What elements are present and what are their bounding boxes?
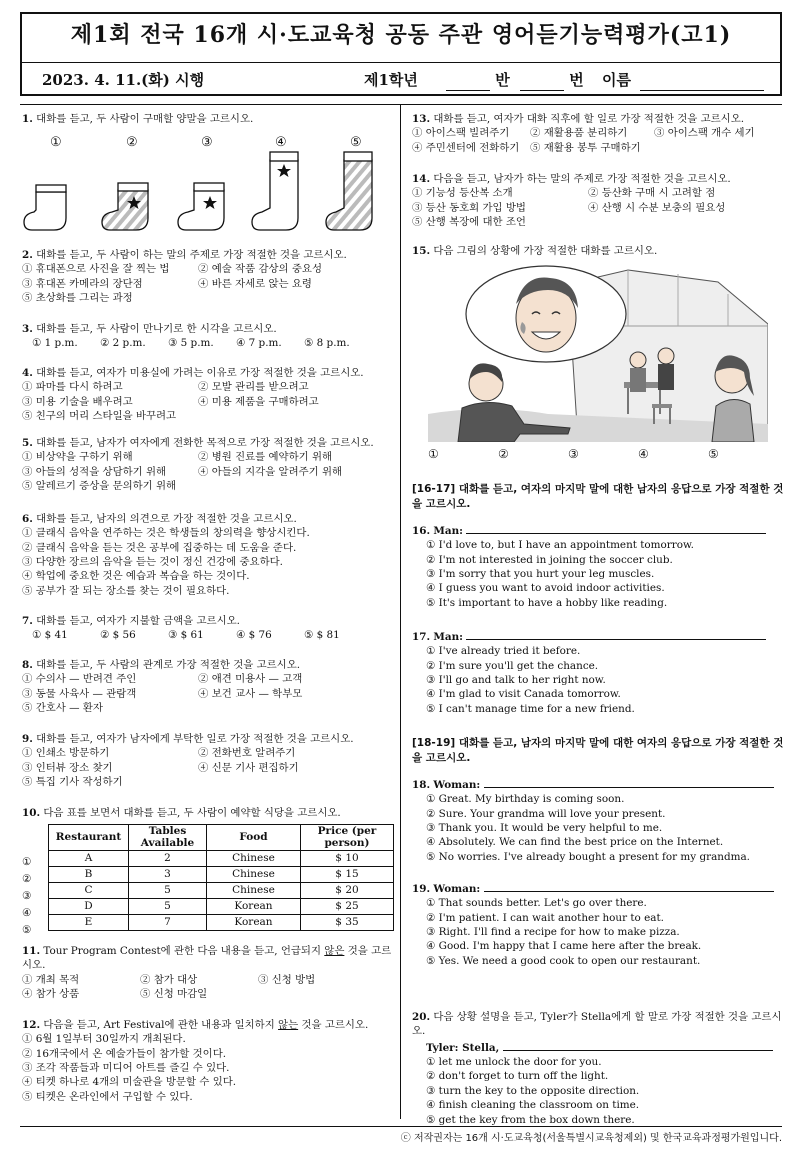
q19-speaker: Woman: <box>433 883 481 895</box>
q1-label-4[interactable]: ④ <box>275 135 287 150</box>
question-7 <box>22 614 340 643</box>
q17-option-2[interactable]: ② I'm sure you'll get the chance. <box>426 659 599 672</box>
q16-option-4[interactable]: ④ I guess you want to avoid indoor activities. <box>426 582 665 595</box>
q12-option-3[interactable]: ③ 조각 작품들과 미디어 아트를 즐길 수 있다. <box>22 1062 230 1075</box>
section-18-19-range: [18-19] <box>412 737 456 749</box>
q3-option-1[interactable]: ① 1 p.m. <box>32 337 78 350</box>
number-label: 번 <box>569 71 584 89</box>
q16-option-3[interactable]: ③ I'm sorry that you hurt your leg muscles. <box>426 568 655 581</box>
q2-option-3[interactable]: ③ 휴대폰 카메라의 장단점 <box>22 277 143 290</box>
q10-option-3[interactable]: ③ <box>22 890 32 902</box>
q14-option-1[interactable]: ① 기능성 등산복 소개 <box>412 187 513 200</box>
exam-title: 제1회 전국 16개 시·도교육청 공동 주관 영어듣기능력평가(고1) <box>70 22 732 48</box>
q17-option-1[interactable]: ① I've already tried it before. <box>426 645 581 658</box>
question-1 <box>22 112 253 126</box>
q5-number: 5. <box>22 437 33 449</box>
q20-option-4[interactable]: ④ finish cleaning the classroom on time. <box>426 1099 640 1112</box>
q15-scene-illustration <box>428 264 768 442</box>
q8-option-1[interactable]: ① 수의사 — 반려견 주인 <box>22 673 137 686</box>
q10-number: 10. <box>22 807 41 819</box>
table-header-row <box>49 825 394 851</box>
q1-label-2[interactable]: ② <box>126 135 138 150</box>
q6-option-5[interactable]: ⑤ 공부가 잘 되는 장소를 찾는 것이 필요하다. <box>22 584 230 597</box>
q2-option-5[interactable]: ⑤ 초상화를 그리는 과정 <box>22 292 133 305</box>
q4-option-4[interactable]: ④ 미용 제품을 구매하려고 <box>198 395 319 408</box>
q9-option-3[interactable]: ③ 인터뷰 장소 찾기 <box>22 761 113 774</box>
col-food: Food <box>207 825 301 851</box>
q12-option-2[interactable]: ② 16개국에서 온 예술가들이 참가할 것이다. <box>22 1047 227 1060</box>
q19-option-5[interactable]: ⑤ Yes. We need a good cook to open our restaurant. <box>426 954 701 967</box>
number-field[interactable] <box>520 70 584 91</box>
question-10 <box>22 806 341 820</box>
q16-option-5[interactable]: ⑤ It's important to have a hobby like reading. <box>426 596 668 609</box>
q3-option-4[interactable]: ④ 7 p.m. <box>236 337 282 350</box>
q2-number: 2. <box>22 249 33 261</box>
q18-number: 18. <box>412 779 431 791</box>
q4-option-1[interactable]: ① 파마를 다시 하려고 <box>22 381 123 394</box>
q19-option-4[interactable]: ④ Good. I'm happy that I came here after the break. <box>426 940 702 953</box>
header-divider <box>22 62 780 63</box>
name-blank[interactable] <box>640 74 764 91</box>
restaurant-table <box>48 824 394 931</box>
q20-speaker: Tyler: Stella, <box>426 1041 500 1054</box>
q20-option-2[interactable]: ② don't forget to turn off the light. <box>426 1070 609 1083</box>
q20-option-3[interactable]: ③ turn the key to the opposite direction. <box>426 1084 640 1097</box>
q9-text: 대화를 듣고, 여자가 남자에게 부탁한 일로 가장 적절한 것을 고르시오. <box>36 733 354 745</box>
q17-option-4[interactable]: ④ I'm glad to visit Canada tomorrow. <box>426 688 621 701</box>
q12-text: 다음을 듣고, Art Festival에 관한 내용과 일치하지 <box>43 1019 275 1031</box>
q16-option-1[interactable]: ① I'd love to, but I have an appointment tomorrow. <box>426 539 694 552</box>
top-separator <box>20 104 782 105</box>
q18-speaker: Woman: <box>433 779 481 791</box>
name-field[interactable] <box>602 70 764 91</box>
q15-option-4[interactable]: ④ <box>638 447 649 461</box>
q12-option-4[interactable]: ④ 티켓 하나로 4개의 미술관을 방문할 수 있다. <box>22 1076 237 1089</box>
question-13 <box>412 112 755 155</box>
q17-option-3[interactable]: ③ I'll go and talk to her right now. <box>426 674 606 687</box>
q3-option-5[interactable]: ⑤ 8 p.m. <box>304 337 350 350</box>
section-16-17-range: [16-17] <box>412 483 456 495</box>
q9-option-5[interactable]: ⑤ 특집 기사 작성하기 <box>22 776 123 789</box>
q10-text: 다음 표를 보면서 대화를 듣고, 두 사람이 예약할 식당을 고르시오. <box>43 807 341 819</box>
q18-option-3[interactable]: ③ Thank you. It would be very helpful to me. <box>426 822 663 835</box>
q14-option-2[interactable]: ② 등산화 구매 시 고려할 점 <box>588 187 716 200</box>
table-row: C 5 Chinese $ 20 <box>49 883 394 899</box>
section-16-17-instructions <box>412 482 784 512</box>
q6-option-1[interactable]: ① 클래식 음악을 연주하는 것은 학생들의 창의력을 향상시킨다. <box>22 527 310 540</box>
table-row: D 5 Korean $ 25 <box>49 899 394 915</box>
q6-option-2[interactable]: ② 클래식 음악을 듣는 것은 공부에 집중하는 데 도움을 준다. <box>22 541 297 554</box>
q7-text: 대화를 듣고, 여자가 지불할 금액을 고르시오. <box>36 615 240 627</box>
q18-response-line <box>484 776 774 788</box>
q9-option-4[interactable]: ④ 신문 기사 편집하기 <box>198 761 299 774</box>
q5-text: 대화를 듣고, 남자가 여자에게 전화한 목적으로 가장 적절한 것을 고르시오. <box>36 437 374 449</box>
q2-option-1[interactable]: ① 휴대폰으로 사진을 잘 찍는 법 <box>22 263 170 276</box>
q9-number: 9. <box>22 733 33 745</box>
question-4 <box>22 366 364 423</box>
q10-option-5[interactable]: ⑤ <box>22 924 32 936</box>
question-11 <box>22 944 394 1001</box>
question-15 <box>412 244 657 258</box>
q19-option-3[interactable]: ③ Right. I'll find a recipe for how to make pizza. <box>426 926 680 939</box>
q12-emphasis: 않는 <box>278 1019 299 1031</box>
q8-option-5[interactable]: ⑤ 간호사 — 환자 <box>22 702 103 715</box>
q4-option-5[interactable]: ⑤ 친구의 머리 스타일을 바꾸려고 <box>22 410 177 423</box>
bottom-separator <box>20 1126 782 1127</box>
q13-option-1[interactable]: ① 아이스팩 빌려주기 <box>412 127 510 140</box>
q5-option-4[interactable]: ④ 아들의 지각을 알려주기 위해 <box>198 465 343 478</box>
q19-number: 19. <box>412 883 431 895</box>
q8-option-2[interactable]: ② 애견 미용사 — 고객 <box>198 673 303 686</box>
q18-option-4[interactable]: ④ Absolutely. We can find the best price on the Internet. <box>426 836 724 849</box>
q17-response-line <box>466 628 766 640</box>
sock-3 <box>178 183 224 230</box>
q14-option-5[interactable]: ⑤ 산행 복장에 대한 조언 <box>412 216 526 229</box>
q4-option-3[interactable]: ③ 미용 기술을 배우려고 <box>22 395 133 408</box>
q1-label-5[interactable]: ⑤ <box>350 135 362 150</box>
q16-response-line <box>466 522 766 534</box>
question-19 <box>412 880 774 968</box>
q13-number: 13. <box>412 113 431 125</box>
question-12 <box>22 1018 368 1104</box>
name-label: 이름 <box>602 71 631 89</box>
col-restaurant: Restaurant <box>49 825 129 851</box>
sock-4 <box>252 152 298 230</box>
q1-socks-illustration <box>22 150 392 240</box>
q4-text: 대화를 듣고, 여자가 미용실에 가려는 이유로 가장 적절한 것을 고르시오. <box>36 367 364 379</box>
q19-response-line <box>484 880 774 892</box>
q5-option-5[interactable]: ⑤ 알레르기 증상을 문의하기 위해 <box>22 480 177 493</box>
q3-option-2[interactable]: ② 2 p.m. <box>100 337 146 350</box>
col-price: Price (per person) <box>301 825 394 851</box>
question-17 <box>412 628 766 716</box>
q8-option-4[interactable]: ④ 보건 교사 — 학부모 <box>198 687 303 700</box>
q5-option-2[interactable]: ② 병원 진료를 예약하기 위해 <box>198 451 333 464</box>
q1-number: 1. <box>22 113 33 125</box>
q11-number: 11. <box>22 945 41 957</box>
question-3 <box>22 322 350 351</box>
q1-label-3[interactable]: ③ <box>201 135 213 150</box>
q2-option-2[interactable]: ② 예술 작품 감상의 중요성 <box>198 263 322 276</box>
sock-5 <box>326 152 372 230</box>
q16-speaker: Man: <box>433 525 464 537</box>
q11-text: Tour Program Contest에 관한 다음 내용을 듣고, 언급되지 <box>43 945 321 957</box>
q13-option-5[interactable]: ⑤ 재활용 봉투 구매하기 <box>530 141 641 154</box>
q6-option-4[interactable]: ④ 학업에 중요한 것은 예습과 복습을 하는 것이다. <box>22 570 250 583</box>
class-blank[interactable] <box>446 74 490 91</box>
q12-option-5[interactable]: ⑤ 티켓은 온라인에서 구입할 수 있다. <box>22 1090 193 1103</box>
q11-text-end: 것을 고르시오. <box>22 945 392 972</box>
q13-option-3[interactable]: ③ 아이스팩 개수 세기 <box>654 127 755 140</box>
question-16 <box>412 522 766 610</box>
q11-option-4[interactable]: ④ 참가 상품 <box>22 988 80 1001</box>
q3-option-3[interactable]: ③ 5 p.m. <box>168 337 214 350</box>
q19-option-1[interactable]: ① That sounds better. Let's go over there. <box>426 897 647 910</box>
q8-number: 8. <box>22 659 33 671</box>
q15-number: 15. <box>412 245 431 257</box>
q13-option-2[interactable]: ② 재활용품 분리하기 <box>530 127 628 140</box>
question-2 <box>22 248 347 305</box>
section-18-19-instructions <box>412 736 784 766</box>
q11-option-1[interactable]: ① 개최 목적 <box>22 973 80 986</box>
q3-number: 3. <box>22 323 33 335</box>
q11-option-2[interactable]: ② 참가 대상 <box>140 973 198 986</box>
q18-option-2[interactable]: ② Sure. Your grandma will love your present. <box>426 807 666 820</box>
table-row: E 7 Korean $ 35 <box>49 915 394 931</box>
exam-date: 2023. 4. 11.(화) 시행 <box>42 71 205 89</box>
q18-option-5[interactable]: ⑤ No worries. I've already bought a present for my grandma. <box>426 850 750 863</box>
q17-option-5[interactable]: ⑤ I can't manage time for a new friend. <box>426 702 635 715</box>
q10-option-1[interactable]: ① <box>22 856 32 868</box>
q20-option-5[interactable]: ⑤ get the key from the box down there. <box>426 1113 635 1126</box>
q13-text: 대화를 듣고, 여자가 대화 직후에 할 일로 가장 적절한 것을 고르시오. <box>433 113 745 125</box>
q11-option-3[interactable]: ③ 신청 방법 <box>258 973 316 986</box>
q17-number: 17. <box>412 631 431 643</box>
q12-number: 12. <box>22 1019 41 1031</box>
q2-option-4[interactable]: ④ 바른 자세로 앉는 요령 <box>198 277 312 290</box>
q8-text: 대화를 듣고, 두 사람의 관계로 가장 적절한 것을 고르시오. <box>36 659 301 671</box>
q6-number: 6. <box>22 513 33 525</box>
q10-option-4[interactable]: ④ <box>22 907 32 919</box>
q6-option-3[interactable]: ③ 다양한 장르의 음악을 듣는 것이 정신 건강에 중요하다. <box>22 556 283 569</box>
copyright-footer: ⓒ 저작권자는 16개 시·도교육청(서울특별시교육청제외) 및 한국교육과정평가원입니다. <box>400 1133 782 1144</box>
q20-number: 20. <box>412 1011 431 1023</box>
q20-text: 다음 상황 설명을 듣고, Tyler가 Stella에게 할 말로 가장 적절한 것을 고르시오. <box>412 1011 782 1038</box>
q20-response-line <box>503 1039 773 1051</box>
q17-speaker: Man: <box>433 631 464 643</box>
question-5 <box>22 436 374 493</box>
question-8 <box>22 658 302 715</box>
col-tables: Tables Available <box>129 825 207 851</box>
q10-option-labels <box>22 854 31 939</box>
q6-text: 대화를 듣고, 남자의 의견으로 가장 적절한 것을 고르시오. <box>36 513 297 525</box>
table-row: A 2 Chinese $ 10 <box>49 851 394 867</box>
q4-number: 4. <box>22 367 33 379</box>
q15-option-5[interactable]: ⑤ <box>708 447 719 461</box>
q9-option-1[interactable]: ① 인쇄소 방문하기 <box>22 747 110 760</box>
q12-text-end: 것을 고르시오. <box>301 1019 369 1031</box>
q1-text: 대화를 듣고, 두 사람이 구매할 양말을 고르시오. <box>36 113 254 125</box>
q7-number: 7. <box>22 615 33 627</box>
q7-option-2[interactable]: ② $ 56 <box>100 629 136 642</box>
q11-option-5[interactable]: ⑤ 신청 마감일 <box>140 988 208 1001</box>
q20-option-1[interactable]: ① let me unlock the door for you. <box>426 1056 602 1069</box>
q2-text: 대화를 듣고, 두 사람이 하는 말의 주제로 가장 적절한 것을 고르시오. <box>36 249 347 261</box>
table-row: B 3 Chinese $ 15 <box>49 867 394 883</box>
q18-option-1[interactable]: ① Great. My birthday is coming soon. <box>426 793 625 806</box>
q7-option-3[interactable]: ③ $ 61 <box>168 629 204 642</box>
q14-option-3[interactable]: ③ 등산 동호회 가입 방법 <box>412 201 526 214</box>
question-9 <box>22 732 354 789</box>
exam-header <box>20 12 782 96</box>
q16-number: 16. <box>412 525 431 537</box>
section-16-17-text: 대화를 듣고, 여자의 마지막 말에 대한 남자의 응답으로 가장 적절한 것을 고르시오. <box>412 483 784 511</box>
column-separator <box>400 104 401 1119</box>
q14-number: 14. <box>412 173 431 185</box>
q1-label-1[interactable]: ① <box>50 135 62 150</box>
q12-option-1[interactable]: ① 6월 1일부터 30일까지 개최된다. <box>22 1033 186 1046</box>
q11-emphasis: 않은 <box>324 945 345 957</box>
question-20 <box>412 1010 784 1127</box>
q15-option-3[interactable]: ③ <box>568 447 579 461</box>
number-blank[interactable] <box>520 74 564 91</box>
q9-option-2[interactable]: ② 전화번호 알려주기 <box>198 747 296 760</box>
q4-option-2[interactable]: ② 모발 관리를 받으려고 <box>198 381 309 394</box>
q15-option-2[interactable]: ② <box>498 447 509 461</box>
class-field[interactable] <box>446 70 510 91</box>
question-14 <box>412 172 731 229</box>
q5-option-1[interactable]: ① 비상약을 구하기 위해 <box>22 451 133 464</box>
q7-option-4[interactable]: ④ $ 76 <box>236 629 272 642</box>
section-18-19-text: 대화를 듣고, 남자의 마지막 말에 대한 여자의 응답으로 가장 적절한 것을 고르시오. <box>412 737 784 765</box>
q13-option-4[interactable]: ④ 주민센터에 전화하기 <box>412 141 520 154</box>
q15-option-1[interactable]: ① <box>428 447 439 461</box>
q14-text: 다음을 듣고, 남자가 하는 말의 주제로 가장 적절한 것을 고르시오. <box>433 173 731 185</box>
class-label: 반 <box>495 71 510 89</box>
q16-option-2[interactable]: ② I'm not interested in joining the soccer club. <box>426 553 673 566</box>
q5-option-3[interactable]: ③ 아들의 성적을 상담하기 위해 <box>22 465 167 478</box>
q14-option-4[interactable]: ④ 산행 시 수분 보충의 필요성 <box>588 201 726 214</box>
q15-text: 다음 그림의 상황에 가장 적절한 대화를 고르시오. <box>433 245 658 257</box>
grade-label: 제1학년 <box>364 71 418 89</box>
sock-1 <box>24 185 66 230</box>
q7-option-1[interactable]: ① $ 41 <box>32 629 68 642</box>
question-6 <box>22 512 310 598</box>
q8-option-3[interactable]: ③ 동물 사육사 — 관람객 <box>22 687 137 700</box>
sock-2 <box>102 183 148 230</box>
q10-option-2[interactable]: ② <box>22 873 32 885</box>
q19-option-2[interactable]: ② I'm patient. I can wait another hour to eat. <box>426 911 664 924</box>
q3-text: 대화를 듣고, 두 사람이 만나기로 한 시각을 고르시오. <box>36 323 277 335</box>
question-18 <box>412 776 774 864</box>
q7-option-5[interactable]: ⑤ $ 81 <box>304 629 340 642</box>
